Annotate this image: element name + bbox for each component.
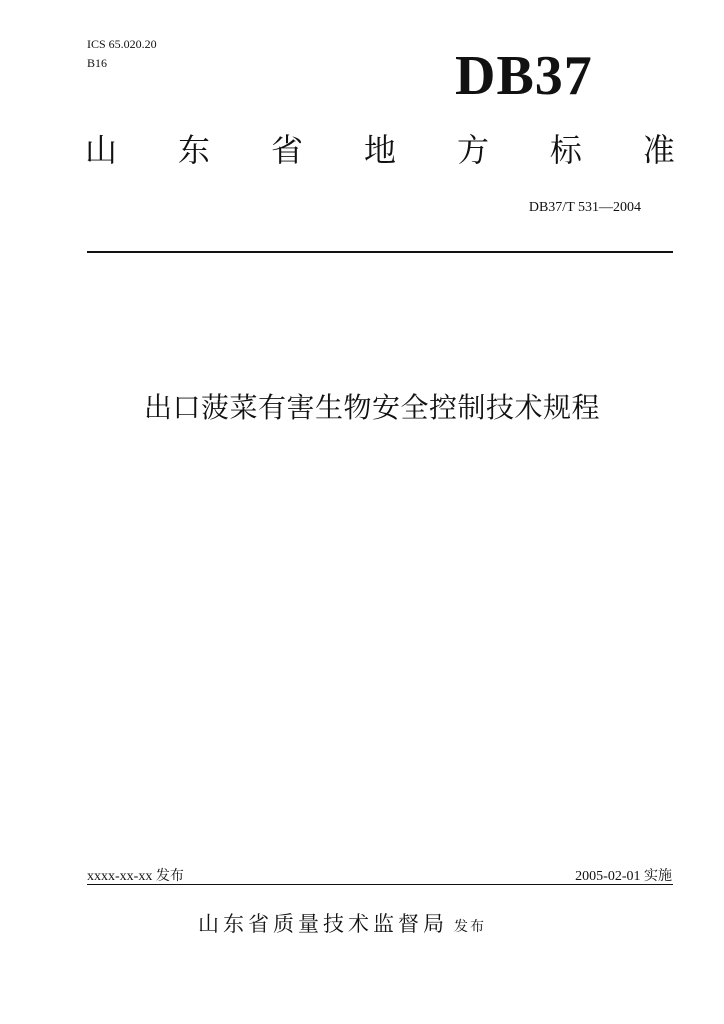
publisher-name: 山东省质量技术监督局 [198,912,448,936]
publisher-line [198,908,486,938]
issue-date: xxxx-xx-xx [87,869,153,884]
db-logo: DB37 [455,45,593,107]
classification-code: B16 [87,56,108,70]
issue-date-line [87,865,184,885]
standard-type-char: 东 [177,131,210,169]
standard-type-char: 准 [642,131,675,169]
bottom-divider [87,884,673,885]
standard-type-char: 省 [270,131,303,169]
issue-label: 发布 [155,868,184,884]
document-title: 出口菠菜有害生物安全控制技术规程 [143,391,600,424]
implementation-label: 实施 [644,868,672,884]
standard-type-char: 标 [549,131,582,169]
implementation-date: 2005-02-01 [575,869,641,884]
standard-type-char: 山 [85,131,118,169]
standard-type-heading [85,131,675,169]
standard-type-char: 地 [363,131,396,169]
standard-type-char: 方 [456,131,489,169]
publish-word: 发布 [454,919,486,935]
ics-code: ICS 65.020.20 [87,37,157,51]
top-divider [87,251,673,253]
implementation-date-line [575,865,672,885]
standard-number: DB37/T 531—2004 [528,200,641,215]
